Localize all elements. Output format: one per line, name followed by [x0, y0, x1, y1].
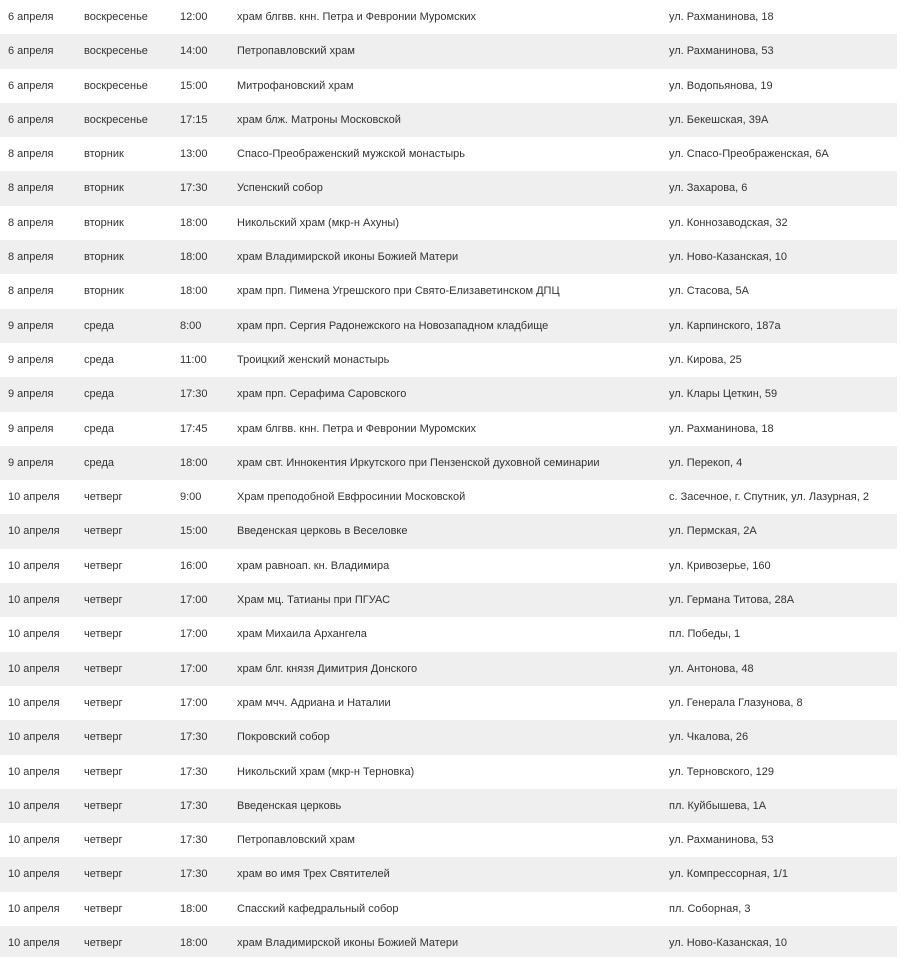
address-cell: пл. Соборная, 3: [669, 902, 751, 915]
time-cell: 16:00: [180, 559, 208, 572]
address-cell: пл. Куйбышева, 1А: [669, 799, 767, 812]
time-cell: 18:00: [180, 456, 208, 469]
time-cell: 17:30: [180, 388, 208, 401]
table-row: [0, 377, 897, 411]
date-cell: 10 апреля: [8, 559, 60, 572]
weekday-cell: четверг: [84, 525, 123, 538]
address-cell: ул. Перекоп, 4: [669, 456, 743, 469]
table-row: [0, 412, 897, 446]
time-cell: 13:00: [180, 148, 208, 161]
date-cell: 10 апреля: [8, 525, 60, 538]
date-cell: 9 апреля: [8, 388, 54, 401]
time-cell: 17:30: [180, 182, 208, 195]
date-cell: 6 апреля: [8, 79, 54, 92]
time-cell: 18:00: [180, 937, 208, 950]
table-row: [0, 34, 897, 68]
weekday-cell: вторник: [84, 285, 124, 298]
church-cell: храм блж. Матроны Московской: [237, 113, 401, 126]
address-cell: ул. Рахманинова, 18: [669, 422, 774, 435]
church-cell: Спасо-Преображенский мужской монастырь: [237, 148, 466, 161]
church-cell: храм блг. князя Димитрия Донского: [237, 662, 418, 675]
church-cell: храм Владимирской иконы Божией Матери: [237, 937, 459, 950]
table-row: [0, 549, 897, 583]
time-cell: 17:00: [180, 696, 208, 709]
church-cell: Троицкий женский монастырь: [237, 353, 390, 366]
church-cell: Храм мц. Татианы при ПГУАС: [237, 594, 391, 607]
weekday-cell: четверг: [84, 559, 123, 572]
date-cell: 8 апреля: [8, 251, 54, 264]
address-cell: ул. Ново-Казанская, 10: [669, 937, 787, 950]
address-cell: пл. Победы, 1: [669, 628, 741, 641]
weekday-cell: четверг: [84, 491, 123, 504]
weekday-cell: воскресенье: [84, 113, 148, 126]
date-cell: 10 апреля: [8, 731, 60, 744]
time-cell: 11:00: [180, 353, 207, 366]
church-cell: храм блгвв. кнн. Петра и Февронии Муромских: [237, 422, 477, 435]
date-cell: 6 апреля: [8, 113, 54, 126]
address-cell: ул. Рахманинова, 53: [669, 834, 774, 847]
church-cell: храм мчч. Адриана и Наталии: [237, 696, 391, 709]
time-cell: 15:00: [180, 79, 208, 92]
table-row: [0, 69, 897, 103]
address-cell: ул. Генерала Глазунова, 8: [669, 696, 803, 709]
date-cell: 6 апреля: [8, 11, 54, 23]
date-cell: 8 апреля: [8, 148, 54, 161]
table-row: [0, 755, 897, 789]
time-cell: 17:15: [180, 113, 208, 126]
date-cell: 10 апреля: [8, 868, 60, 881]
table-row: [0, 240, 897, 274]
weekday-cell: вторник: [84, 216, 124, 229]
church-cell: храм блгвв. кнн. Петра и Февронии Муромских: [237, 11, 477, 23]
weekday-cell: среда: [84, 353, 115, 366]
date-cell: 10 апреля: [8, 696, 60, 709]
weekday-cell: четверг: [84, 765, 123, 778]
weekday-cell: четверг: [84, 799, 123, 812]
table-row: [0, 171, 897, 205]
time-cell: 14:00: [180, 45, 208, 58]
address-cell: ул. Чкалова, 26: [669, 731, 749, 744]
date-cell: 9 апреля: [8, 319, 54, 332]
church-cell: Петропавловский храм: [237, 834, 355, 847]
table-row: [0, 343, 897, 377]
date-cell: 9 апреля: [8, 353, 54, 366]
time-cell: 18:00: [180, 285, 208, 298]
weekday-cell: четверг: [84, 628, 123, 641]
address-cell: ул. Спасо-Преображенская, 6А: [669, 148, 829, 161]
address-cell: ул. Коннозаводская, 32: [669, 216, 788, 229]
time-cell: 17:30: [180, 765, 208, 778]
church-cell: Храм преподобной Евфросинии Московской: [237, 491, 466, 504]
address-cell: ул. Кривозерье, 160: [669, 559, 771, 572]
table-row: [0, 789, 897, 823]
time-cell: 18:00: [180, 251, 208, 264]
table-row: [0, 823, 897, 857]
time-cell: 17:30: [180, 799, 208, 812]
address-cell: ул. Терновского, 129: [669, 765, 774, 778]
date-cell: 8 апреля: [8, 182, 54, 195]
address-cell: ул. Германа Титова, 28А: [669, 594, 795, 607]
address-cell: ул. Карпинского, 187а: [669, 319, 781, 332]
table-row: [0, 720, 897, 754]
weekday-cell: воскресенье: [84, 11, 148, 23]
address-cell: ул. Рахманинова, 53: [669, 45, 774, 58]
church-cell: храм во имя Трех Святителей: [237, 868, 390, 881]
table-row: [0, 617, 897, 651]
church-cell: Введенская церковь в Веселовке: [237, 525, 408, 538]
date-cell: 6 апреля: [8, 45, 54, 58]
address-cell: ул. Рахманинова, 18: [669, 11, 774, 23]
time-cell: 12:00: [180, 11, 208, 23]
time-cell: 9:00: [180, 491, 202, 504]
time-cell: 17:00: [180, 594, 208, 607]
date-cell: 10 апреля: [8, 491, 60, 504]
time-cell: 18:00: [180, 216, 208, 229]
date-cell: 10 апреля: [8, 937, 60, 950]
time-cell: 17:30: [180, 868, 208, 881]
table-row: [0, 446, 897, 480]
weekday-cell: четверг: [84, 868, 123, 881]
time-cell: 8:00: [180, 319, 202, 332]
church-cell: храм Владимирской иконы Божией Матери: [237, 251, 459, 264]
church-cell: храм прп. Серафима Саровского: [237, 388, 407, 401]
church-cell: Спасский кафедральный собор: [237, 902, 399, 915]
date-cell: 9 апреля: [8, 456, 54, 469]
address-cell: ул. Водопьянова, 19: [669, 79, 773, 92]
church-cell: Покровский собор: [237, 731, 330, 744]
date-cell: 10 апреля: [8, 765, 60, 778]
table-row: [0, 892, 897, 926]
table-row: [0, 206, 897, 240]
date-cell: 9 апреля: [8, 422, 54, 435]
weekday-cell: четверг: [84, 902, 123, 915]
weekday-cell: вторник: [84, 148, 124, 161]
address-cell: ул. Бекешская, 39А: [669, 113, 769, 126]
time-cell: 17:00: [180, 628, 208, 641]
time-cell: 17:30: [180, 731, 208, 744]
table-row: [0, 103, 897, 137]
address-cell: с. Засечное, г. Спутник, ул. Лазурная, 2: [669, 491, 869, 504]
date-cell: 10 апреля: [8, 594, 60, 607]
weekday-cell: вторник: [84, 251, 124, 264]
church-cell: храм свт. Иннокентия Иркутского при Пензенской духовной семинарии: [237, 456, 600, 469]
church-cell: Петропавловский храм: [237, 45, 355, 58]
table-row: [0, 0, 897, 34]
weekday-cell: среда: [84, 388, 115, 401]
weekday-cell: четверг: [84, 662, 123, 675]
church-cell: Никольский храм (мкр-н Ахуны): [237, 216, 399, 229]
address-cell: ул. Стасова, 5А: [669, 285, 749, 298]
weekday-cell: воскресенье: [84, 79, 148, 92]
table-row: [0, 686, 897, 720]
weekday-cell: воскресенье: [84, 45, 148, 58]
table-row: [0, 137, 897, 171]
address-cell: ул. Кирова, 25: [669, 353, 742, 366]
date-cell: 10 апреля: [8, 902, 60, 915]
time-cell: 18:00: [180, 902, 208, 915]
table-row: [0, 309, 897, 343]
weekday-cell: четверг: [84, 834, 123, 847]
date-cell: 8 апреля: [8, 285, 54, 298]
church-cell: Никольский храм (мкр-н Терновка): [237, 765, 415, 778]
weekday-cell: среда: [84, 456, 115, 469]
date-cell: 10 апреля: [8, 662, 60, 675]
date-cell: 10 апреля: [8, 834, 60, 847]
weekday-cell: вторник: [84, 182, 124, 195]
weekday-cell: четверг: [84, 937, 123, 950]
church-cell: храм прп. Сергия Радонежского на Новозападном кладбище: [237, 319, 549, 332]
address-cell: ул. Ново-Казанская, 10: [669, 251, 787, 264]
address-cell: ул. Компрессорная, 1/1: [669, 868, 788, 881]
table-row: [0, 480, 897, 514]
address-cell: ул. Захарова, 6: [669, 182, 748, 195]
weekday-cell: среда: [84, 422, 115, 435]
date-cell: 8 апреля: [8, 216, 54, 229]
church-cell: храм равноап. кн. Владимира: [237, 559, 390, 572]
church-cell: Митрофановский храм: [237, 79, 354, 92]
church-cell: храм прп. Пимена Угрешского при Свято-Елизаветинском ДПЦ: [237, 285, 560, 298]
time-cell: 15:00: [180, 525, 208, 538]
weekday-cell: четверг: [84, 594, 123, 607]
weekday-cell: четверг: [84, 731, 123, 744]
table-row: [0, 514, 897, 548]
table-row: [0, 857, 897, 891]
church-cell: храм Михаила Архангела: [237, 628, 367, 641]
time-cell: 17:30: [180, 834, 208, 847]
table-row: [0, 652, 897, 686]
time-cell: 17:00: [180, 662, 208, 675]
church-cell: Успенский собор: [237, 182, 323, 195]
weekday-cell: среда: [84, 319, 115, 332]
weekday-cell: четверг: [84, 696, 123, 709]
date-cell: 10 апреля: [8, 799, 60, 812]
time-cell: 17:45: [180, 422, 208, 435]
address-cell: ул. Антонова, 48: [669, 662, 754, 675]
table-row: [0, 926, 897, 957]
table-row: [0, 583, 897, 617]
date-cell: 10 апреля: [8, 628, 60, 641]
church-cell: Введенская церковь: [237, 799, 342, 812]
table-row: [0, 274, 897, 308]
address-cell: ул. Пермская, 2А: [669, 525, 757, 538]
address-cell: ул. Клары Цеткин, 59: [669, 388, 778, 401]
